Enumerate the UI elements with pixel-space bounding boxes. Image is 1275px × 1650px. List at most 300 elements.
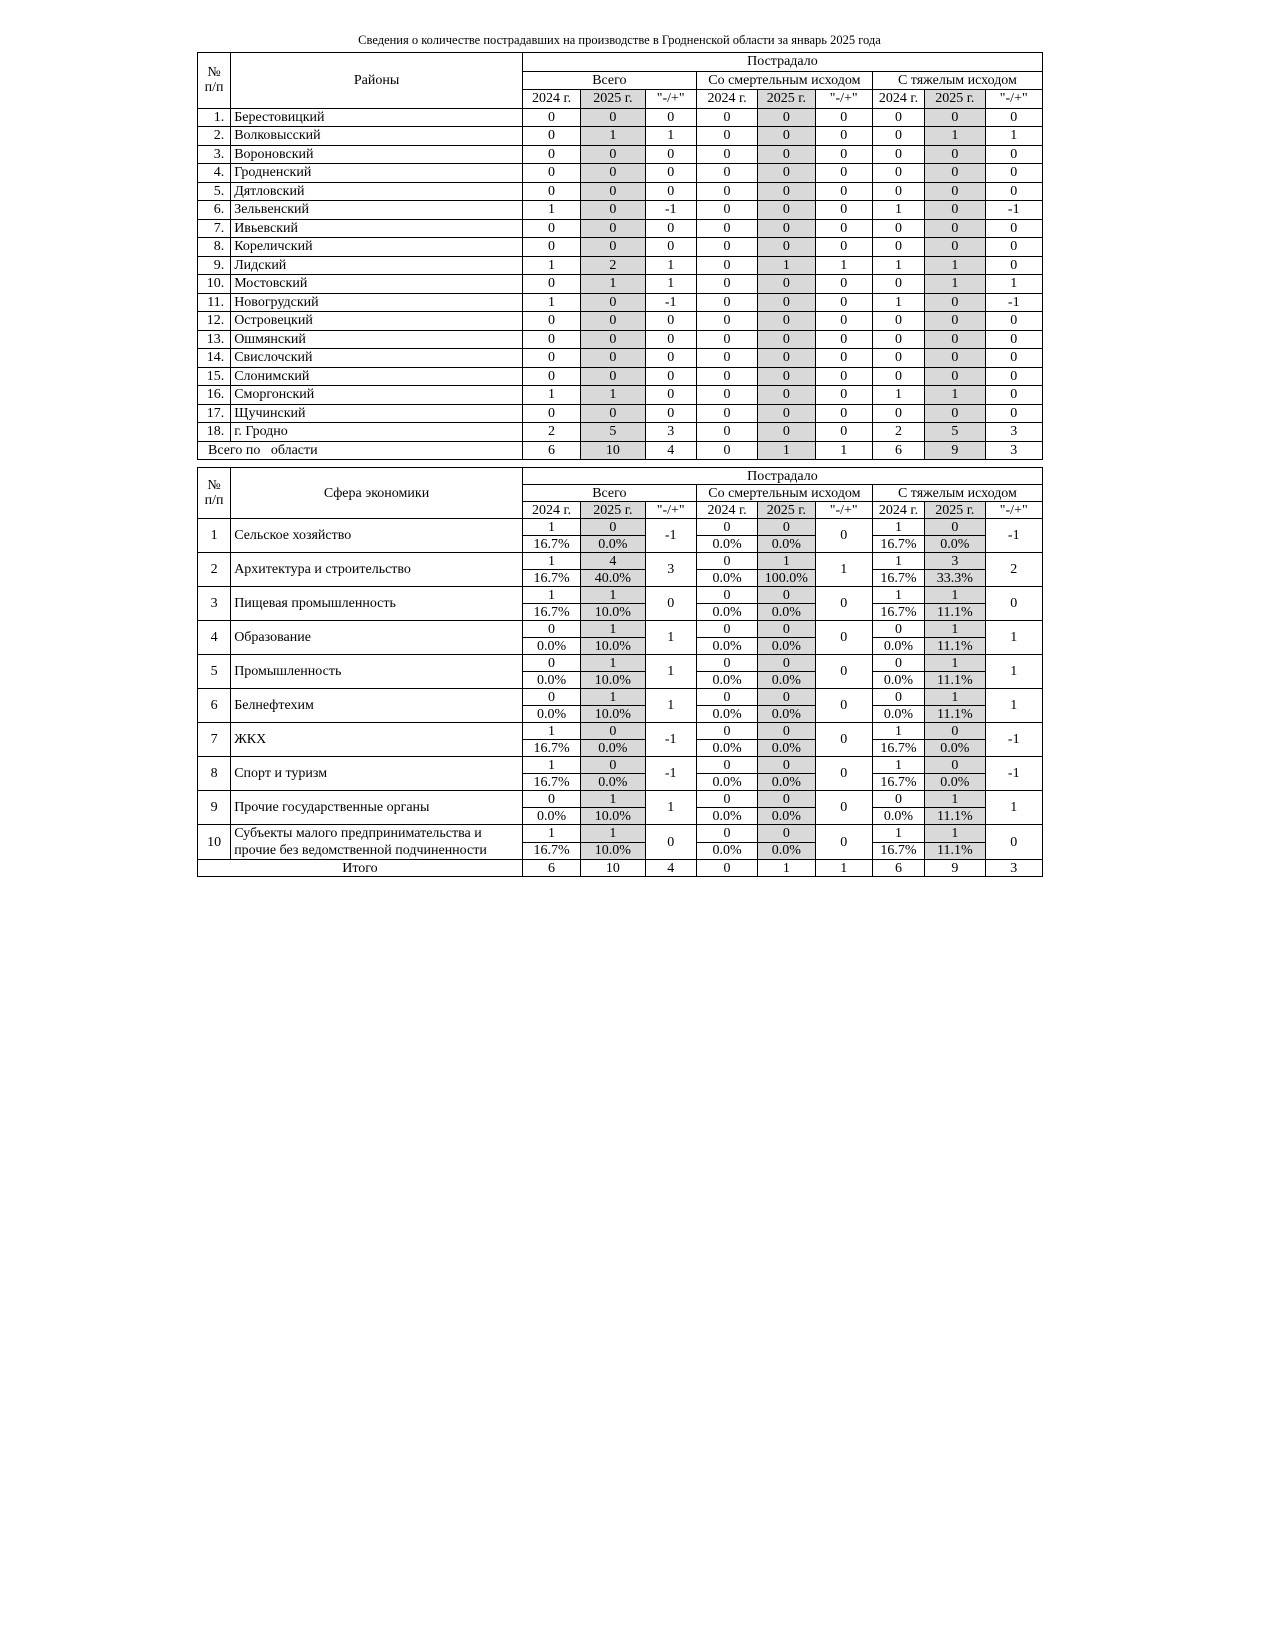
value-cell: 0	[815, 293, 872, 312]
share-cell: 33.3%	[925, 570, 985, 587]
share-cell: 0.0%	[696, 706, 757, 723]
district-row	[198, 312, 1043, 331]
count-cell: 1	[581, 621, 645, 638]
total-cell: 0	[696, 860, 757, 877]
value-cell: 0	[985, 312, 1043, 331]
district-row	[198, 238, 1043, 257]
value-cell: 0	[696, 423, 757, 442]
sector-row	[198, 723, 1043, 740]
severe-group-header: С тяжелым исходом	[872, 485, 1042, 502]
share-cell: 16.7%	[522, 536, 580, 553]
share-cell: 16.7%	[872, 774, 924, 791]
share-cell: 0.0%	[696, 774, 757, 791]
district-row	[198, 201, 1043, 220]
total-cell: 0	[696, 441, 757, 460]
share-cell: 0.0%	[758, 536, 815, 553]
value-cell: 0	[581, 182, 645, 201]
value-cell: 0	[872, 349, 924, 368]
value-cell: 0	[815, 201, 872, 220]
value-cell: 1	[872, 386, 924, 405]
value-cell: 1	[985, 275, 1043, 294]
value-cell: 0	[985, 238, 1043, 257]
count-cell: 1	[925, 791, 985, 808]
row-number: 2.	[198, 127, 231, 146]
share-cell: 0.0%	[758, 740, 815, 757]
districts-total-label: Всего по области	[198, 441, 523, 460]
count-cell: 0	[696, 757, 757, 774]
total-cell: 6	[872, 860, 924, 877]
fatal-group-header: Со смертельным исходом	[696, 71, 872, 90]
value-cell: 0	[925, 108, 985, 127]
value-cell: 0	[815, 330, 872, 349]
value-cell: 0	[758, 330, 815, 349]
row-number: 8	[198, 757, 231, 791]
district-name: Лидский	[231, 256, 523, 275]
value-cell: 0	[815, 145, 872, 164]
row-number: 1	[198, 519, 231, 553]
value-cell: 0	[925, 404, 985, 423]
value-cell: 0	[872, 145, 924, 164]
row-number: 8.	[198, 238, 231, 257]
value-cell: 3	[645, 423, 696, 442]
share-cell: 11.1%	[925, 672, 985, 689]
sector-name: Образование	[231, 621, 523, 655]
value-cell: 2	[522, 423, 580, 442]
diff-header: "-/+"	[645, 502, 696, 519]
total-group-header: Всего	[522, 485, 696, 502]
value-cell: 0	[522, 164, 580, 183]
sector-name: Белнефтехим	[231, 689, 523, 723]
row-number: 3.	[198, 145, 231, 164]
value-cell: 2	[872, 423, 924, 442]
count-cell: 0	[522, 655, 580, 672]
count-cell: 0	[581, 757, 645, 774]
document-title: Сведения о количестве пострадавших на производстве в Гродненской области за январь 2025 года	[358, 33, 881, 47]
count-cell: 0	[581, 723, 645, 740]
share-cell: 0.0%	[758, 774, 815, 791]
total-group-header: Всего	[522, 71, 696, 90]
count-cell: 0	[925, 757, 985, 774]
value-cell: 1	[581, 127, 645, 146]
sector-name: Сельское хозяйство	[231, 519, 523, 553]
value-cell: 0	[815, 312, 872, 331]
district-row	[198, 349, 1043, 368]
total-cell: 6	[522, 860, 580, 877]
value-cell: 0	[581, 330, 645, 349]
value-cell: 5	[581, 423, 645, 442]
share-cell: 10.0%	[581, 706, 645, 723]
district-name: Зельвенский	[231, 201, 523, 220]
share-cell: 16.7%	[522, 774, 580, 791]
district-row	[198, 293, 1043, 312]
value-cell: 0	[815, 275, 872, 294]
count-cell: 4	[581, 553, 645, 570]
value-cell: 1	[985, 127, 1043, 146]
share-cell: 0.0%	[522, 808, 580, 825]
value-cell: 0	[758, 238, 815, 257]
district-name: Новогрудский	[231, 293, 523, 312]
count-cell: 1	[925, 689, 985, 706]
value-cell: 1	[925, 127, 985, 146]
district-name: Дятловский	[231, 182, 523, 201]
value-cell: 0	[815, 238, 872, 257]
row-number: 6.	[198, 201, 231, 220]
value-cell: 0	[925, 330, 985, 349]
total-cell: 3	[985, 860, 1043, 877]
value-cell: 0	[581, 219, 645, 238]
share-cell: 10.0%	[581, 638, 645, 655]
sector-row	[198, 553, 1043, 570]
value-cell: 0	[581, 201, 645, 220]
value-cell: 0	[696, 219, 757, 238]
year-2025-header: 2025 г.	[758, 90, 815, 109]
value-cell: -1	[985, 293, 1043, 312]
share-cell: 0.0%	[872, 638, 924, 655]
value-cell: 0	[872, 330, 924, 349]
year-2024-header: 2024 г.	[696, 502, 757, 519]
diff-cell: -1	[985, 519, 1043, 553]
value-cell: 0	[758, 108, 815, 127]
share-cell: 16.7%	[522, 604, 580, 621]
value-cell: 1	[522, 256, 580, 275]
count-cell: 1	[925, 825, 985, 843]
value-cell: 0	[985, 164, 1043, 183]
district-name: Островецкий	[231, 312, 523, 331]
value-cell: 0	[645, 108, 696, 127]
count-cell: 0	[522, 689, 580, 706]
total-cell: 10	[581, 860, 645, 877]
sectors-table	[197, 467, 1043, 877]
value-cell: 0	[925, 164, 985, 183]
district-name: Сморгонский	[231, 386, 523, 405]
district-name: Кореличский	[231, 238, 523, 257]
total-cell: 10	[581, 441, 645, 460]
diff-cell: 1	[985, 689, 1043, 723]
diff-cell: 1	[645, 689, 696, 723]
count-cell: 0	[758, 723, 815, 740]
count-cell: 1	[522, 723, 580, 740]
district-row	[198, 219, 1043, 238]
share-cell: 0.0%	[581, 740, 645, 757]
district-row	[198, 127, 1043, 146]
value-cell: 0	[522, 219, 580, 238]
value-cell: 0	[758, 404, 815, 423]
share-cell: 16.7%	[872, 740, 924, 757]
share-cell: 0.0%	[522, 672, 580, 689]
value-cell: 0	[872, 404, 924, 423]
value-cell: 1	[872, 201, 924, 220]
share-cell: 0.0%	[925, 536, 985, 553]
count-cell: 0	[696, 519, 757, 536]
diff-cell: 0	[815, 689, 872, 723]
diff-cell: 1	[645, 621, 696, 655]
value-cell: 1	[758, 256, 815, 275]
sectors-total-row	[198, 860, 1043, 877]
sector-name: Спорт и туризм	[231, 757, 523, 791]
share-cell: 16.7%	[522, 740, 580, 757]
count-cell: 0	[758, 655, 815, 672]
year-2024-header: 2024 г.	[522, 502, 580, 519]
diff-header: "-/+"	[815, 90, 872, 109]
year-2025-header: 2025 г.	[925, 90, 985, 109]
total-cell: 1	[815, 441, 872, 460]
count-cell: 0	[758, 757, 815, 774]
district-row	[198, 182, 1043, 201]
share-cell: 11.1%	[925, 604, 985, 621]
value-cell: 0	[758, 164, 815, 183]
share-cell: 0.0%	[696, 672, 757, 689]
count-cell: 1	[872, 519, 924, 536]
district-row	[198, 404, 1043, 423]
value-cell: 0	[696, 201, 757, 220]
diff-cell: 1	[645, 655, 696, 689]
count-cell: 1	[522, 519, 580, 536]
count-cell: 0	[581, 519, 645, 536]
value-cell: 0	[872, 219, 924, 238]
value-cell: 0	[758, 423, 815, 442]
value-cell: 0	[696, 238, 757, 257]
year-2024-header: 2024 г.	[696, 90, 757, 109]
total-cell: 9	[925, 441, 985, 460]
value-cell: 0	[645, 219, 696, 238]
num-header: № п/п	[198, 53, 231, 109]
value-cell: 0	[925, 219, 985, 238]
row-number: 1.	[198, 108, 231, 127]
total-cell: 1	[815, 860, 872, 877]
sectors-total-label: Итого	[198, 860, 523, 877]
diff-header: "-/+"	[985, 502, 1043, 519]
count-cell: 0	[522, 791, 580, 808]
share-cell: 0.0%	[872, 808, 924, 825]
total-cell: 6	[522, 441, 580, 460]
value-cell: 1	[581, 386, 645, 405]
share-cell: 0.0%	[522, 638, 580, 655]
count-cell: 1	[925, 621, 985, 638]
row-number: 18.	[198, 423, 231, 442]
value-cell: 0	[925, 201, 985, 220]
diff-cell: 3	[645, 553, 696, 587]
count-cell: 1	[758, 553, 815, 570]
count-cell: 1	[522, 553, 580, 570]
value-cell: 0	[758, 182, 815, 201]
count-cell: 0	[696, 723, 757, 740]
value-cell: 0	[758, 349, 815, 368]
district-row	[198, 256, 1043, 275]
share-cell: 16.7%	[872, 536, 924, 553]
count-cell: 1	[581, 791, 645, 808]
share-cell: 0.0%	[758, 706, 815, 723]
sector-row	[198, 655, 1043, 672]
diff-cell: 0	[645, 587, 696, 621]
district-name: Гродненский	[231, 164, 523, 183]
value-cell: 0	[645, 330, 696, 349]
value-cell: 0	[696, 386, 757, 405]
district-row	[198, 423, 1043, 442]
share-cell: 0.0%	[696, 570, 757, 587]
value-cell: 0	[758, 386, 815, 405]
row-number: 4	[198, 621, 231, 655]
value-cell: 1	[522, 386, 580, 405]
value-cell: 1	[925, 275, 985, 294]
value-cell: 0	[815, 404, 872, 423]
num-header: № п/п	[198, 468, 231, 519]
row-number: 7.	[198, 219, 231, 238]
year-2024-header: 2024 г.	[522, 90, 580, 109]
sector-name: Промышленность	[231, 655, 523, 689]
row-number: 6	[198, 689, 231, 723]
value-cell: 0	[522, 182, 580, 201]
share-cell: 10.0%	[581, 808, 645, 825]
injured-header: Пострадало	[522, 468, 1042, 485]
value-cell: 0	[522, 238, 580, 257]
value-cell: 0	[696, 404, 757, 423]
value-cell: 0	[696, 275, 757, 294]
district-name: Вороновский	[231, 145, 523, 164]
value-cell: 0	[696, 312, 757, 331]
share-cell: 0.0%	[696, 604, 757, 621]
row-number: 7	[198, 723, 231, 757]
count-cell: 1	[872, 825, 924, 843]
value-cell: 0	[872, 312, 924, 331]
count-cell: 1	[581, 587, 645, 604]
value-cell: 0	[985, 256, 1043, 275]
count-cell: 0	[872, 655, 924, 672]
value-cell: 0	[815, 108, 872, 127]
district-name: г. Гродно	[231, 423, 523, 442]
row-number: 12.	[198, 312, 231, 331]
row-number: 4.	[198, 164, 231, 183]
sector-name: ЖКХ	[231, 723, 523, 757]
value-cell: 0	[815, 423, 872, 442]
value-cell: 0	[645, 367, 696, 386]
value-cell: 0	[645, 145, 696, 164]
share-cell: 0.0%	[925, 740, 985, 757]
share-cell: 0.0%	[696, 808, 757, 825]
diff-cell: 0	[815, 587, 872, 621]
count-cell: 1	[522, 587, 580, 604]
value-cell: 0	[985, 330, 1043, 349]
count-cell: 0	[696, 655, 757, 672]
value-cell: 0	[645, 164, 696, 183]
value-cell: 0	[815, 386, 872, 405]
diff-cell: 2	[985, 553, 1043, 587]
value-cell: 1	[815, 256, 872, 275]
row-number: 2	[198, 553, 231, 587]
total-cell: 4	[645, 441, 696, 460]
district-name: Ивьевский	[231, 219, 523, 238]
value-cell: 0	[815, 164, 872, 183]
diff-cell: 0	[815, 757, 872, 791]
value-cell: 0	[872, 275, 924, 294]
value-cell: 0	[581, 108, 645, 127]
share-cell: 0.0%	[872, 672, 924, 689]
diff-cell: 1	[815, 553, 872, 587]
value-cell: 0	[925, 367, 985, 386]
value-cell: 0	[581, 367, 645, 386]
value-cell: 0	[815, 349, 872, 368]
value-cell: 0	[696, 330, 757, 349]
sector-row	[198, 689, 1043, 706]
fatal-group-header: Со смертельным исходом	[696, 485, 872, 502]
value-cell: 1	[522, 201, 580, 220]
value-cell: 0	[696, 145, 757, 164]
row-number: 14.	[198, 349, 231, 368]
row-number: 10	[198, 825, 231, 860]
sector-name: Прочие государственные органы	[231, 791, 523, 825]
diff-cell: 0	[815, 655, 872, 689]
value-cell: 0	[815, 219, 872, 238]
share-cell: 10.0%	[581, 842, 645, 860]
count-cell: 0	[696, 587, 757, 604]
diff-cell: 1	[985, 655, 1043, 689]
sectors-header: Сфера экономики	[231, 468, 523, 519]
value-cell: 0	[758, 293, 815, 312]
year-2024-header: 2024 г.	[872, 502, 924, 519]
share-cell: 0.0%	[696, 536, 757, 553]
year-2025-header: 2025 г.	[581, 502, 645, 519]
sector-row	[198, 757, 1043, 774]
count-cell: 1	[925, 655, 985, 672]
diff-cell: 1	[985, 621, 1043, 655]
share-cell: 16.7%	[522, 570, 580, 587]
district-name: Свислочский	[231, 349, 523, 368]
district-row	[198, 164, 1043, 183]
count-cell: 1	[581, 655, 645, 672]
sector-row	[198, 519, 1043, 536]
year-2025-header: 2025 г.	[758, 502, 815, 519]
districts-table	[197, 52, 1043, 460]
value-cell: 0	[758, 201, 815, 220]
district-name: Ошмянский	[231, 330, 523, 349]
district-row	[198, 330, 1043, 349]
diff-cell: 0	[985, 825, 1043, 860]
count-cell: 1	[872, 723, 924, 740]
count-cell: 0	[758, 621, 815, 638]
value-cell: 1	[645, 127, 696, 146]
district-row	[198, 386, 1043, 405]
total-cell: 3	[985, 441, 1043, 460]
value-cell: 1	[581, 275, 645, 294]
share-cell: 0.0%	[581, 536, 645, 553]
value-cell: 0	[522, 275, 580, 294]
value-cell: 0	[581, 238, 645, 257]
diff-cell: -1	[985, 757, 1043, 791]
diff-header: "-/+"	[985, 90, 1043, 109]
diff-cell: 1	[645, 791, 696, 825]
count-cell: 0	[758, 519, 815, 536]
value-cell: 0	[758, 127, 815, 146]
injured-header: Пострадало	[522, 53, 1042, 72]
value-cell: 1	[872, 256, 924, 275]
value-cell: 0	[645, 386, 696, 405]
count-cell: 0	[758, 689, 815, 706]
value-cell: 0	[522, 330, 580, 349]
count-cell: 0	[522, 621, 580, 638]
value-cell: 0	[522, 127, 580, 146]
value-cell: 0	[925, 238, 985, 257]
count-cell: 0	[925, 519, 985, 536]
value-cell: 0	[645, 238, 696, 257]
count-cell: 1	[872, 553, 924, 570]
district-name: Мостовский	[231, 275, 523, 294]
year-2024-header: 2024 г.	[872, 90, 924, 109]
value-cell: 0	[985, 367, 1043, 386]
value-cell: 0	[696, 293, 757, 312]
share-cell: 0.0%	[758, 638, 815, 655]
districts-header: Районы	[231, 53, 523, 109]
districts-total-row	[198, 441, 1043, 460]
value-cell: 0	[925, 293, 985, 312]
